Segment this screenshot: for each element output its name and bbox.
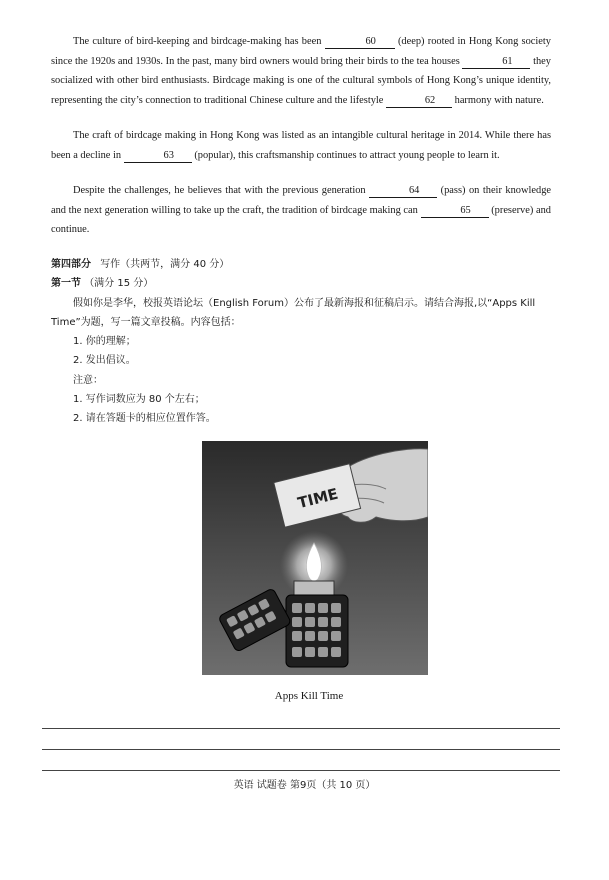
section-title: 第一节 xyxy=(51,278,81,289)
blank-65: 65 xyxy=(421,205,489,218)
page-footer: 英语 试题卷 第9页（共 10 页） xyxy=(233,780,376,791)
blank-63: 63 xyxy=(124,150,192,163)
section-description: （满分 15 分） xyxy=(84,278,154,289)
paragraph-text: harmony with nature. xyxy=(454,94,544,106)
part-title: 第四部分 xyxy=(51,259,91,270)
reading-paragraph-1 xyxy=(51,32,551,110)
paragraph-text: they socialized with other bird enthusiasts. Birdcage making is one of the cultural symbols of Hong Kong’s unique identity, representing the city’s connection to traditional Chinese culture and the lifestyle xyxy=(51,55,551,106)
poster-caption: Apps Kill Time xyxy=(274,690,344,702)
reading-paragraph-2 xyxy=(51,126,551,165)
reading-paragraph-3 xyxy=(51,181,551,240)
paragraph-text: The culture of bird-keeping and birdcage-making has been xyxy=(73,36,322,47)
content-item-1: 1. 你的理解； xyxy=(73,336,136,347)
paragraph-text: Despite the challenges, he believes that with the previous generation xyxy=(73,185,366,196)
note-label: 注意： xyxy=(73,375,103,386)
paragraph-text: The craft of birdcage making in Hong Kong was listed as an intangible cultural heritage in 2014. While there has been a decline in xyxy=(51,130,551,161)
card-label: TIME xyxy=(295,484,340,513)
poster-illustration xyxy=(190,425,428,675)
lighter-top xyxy=(294,581,334,595)
writing-prompt: 假如你是李华，校报英语论坛（English Forum）公布了最新海报和征稿启示。请结合海报,以“Apps Kill Time”为题，写一篇文章投稿。内容包括： xyxy=(51,298,536,328)
part-description: 写作（共两节，满分 40 分） xyxy=(100,259,230,270)
paragraph-text: (pass) on their knowledge and the next generation willing to take up the craft, the tradition of birdcage making can xyxy=(51,185,551,216)
section-heading xyxy=(51,277,153,291)
answer-line xyxy=(42,749,560,750)
paragraph-text: (deep) rooted in Hong Kong society since the 1920s and 1930s. In the past, many bird owners would bring their birds to the tea houses xyxy=(51,36,551,67)
paragraph-text: (popular), this craftsmanship continues to attract young people to learn it. xyxy=(194,149,500,161)
part-heading xyxy=(51,258,229,272)
answer-line xyxy=(42,728,560,729)
paragraph-text: (preserve) and continue. xyxy=(51,204,551,236)
blank-61: 61 xyxy=(462,56,530,69)
content-item-2: 2. 发出倡议。 xyxy=(73,355,136,366)
blank-64: 64 xyxy=(369,185,437,198)
note-item-2: 2. 请在答题卡的相应位置作答。 xyxy=(73,413,216,424)
answer-line xyxy=(42,770,560,771)
blank-62: 62 xyxy=(386,95,452,108)
blank-60: 60 xyxy=(325,36,395,49)
note-item-1: 1. 写作词数应为 80 个左右； xyxy=(73,394,205,405)
